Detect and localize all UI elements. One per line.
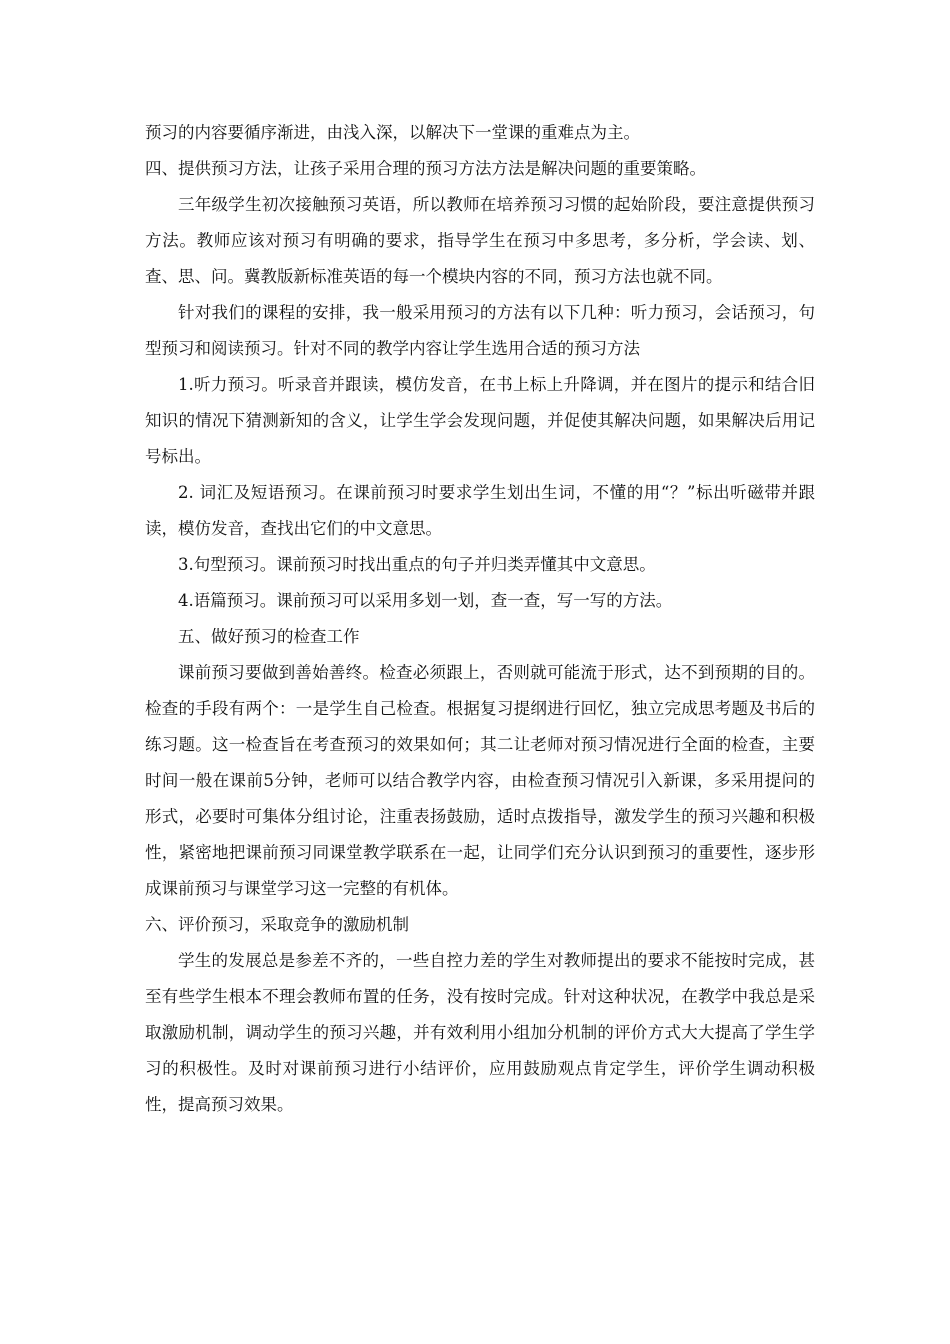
paragraph-3: 针对我们的课程的安排，我一般采用预习的方法有以下几种：听力预习，会话预习，句型预习和阅读预习。针对不同的教学内容让学生选用合适的预习方法: [145, 303, 815, 358]
heading-section-five: 五、做好预习的检查工作: [178, 627, 360, 646]
paragraph-listening: 1.听力预习。听录音并跟读，模仿发音，在书上标上升降调，并在图片的提示和结合旧知识的情况下猜测新知的含义，让学生学会发现问题，并促使其解决问题，如果解决后用记号标出。: [145, 375, 815, 466]
paragraph-2: 三年级学生初次接触预习英语，所以教师在培养预习习惯的起始阶段，要注意提供预习方法。教师应该对预习有明确的要求，指导学生在预习中多思考，多分析，学会读、划、查、思、问。冀教版新标准英语的每一个模块内容的不同，预习方法也就不同。: [145, 195, 815, 286]
heading-section-four: 四、提供预习方法，让孩子采用合理的预习方法方法是解决问题的重要策略。: [145, 159, 706, 178]
paragraph-check: 课前预习要做到善始善终。检查必须跟上，否则就可能流于形式，达不到预期的目的。检查的手段有两个：一是学生自己检查。根据复习提纲进行回忆，独立完成思考题及书后的练习题。这一检查旨在考查预习的效果如何；其二让老师对预习情况进行全面的检查，主要时间一般在课前5分钟，老师可以结合教学内容，由检查预习情况引入新课，多采用提问的形式，必要时可集体分组讨论，注重表扬鼓励，适时点拨指导，激发学生的预习兴趣和积极性，紧密地把课前预习同课堂教学联系在一起，让同学们充分认识到预习的重要性，逐步形成课前预习与课堂学习这一完整的有机体。: [145, 663, 815, 898]
paragraph-sentence: 3.句型预习。课前预习时找出重点的句子并归类弄懂其中文意思。: [178, 555, 656, 574]
heading-section-six: 六、评价预习，采取竞争的激励机制: [145, 915, 409, 934]
document-body: [145, 115, 815, 1123]
paragraph-evaluation: 学生的发展总是参差不齐的，一些自控力差的学生对教师提出的要求不能按时完成，甚至有些学生根本不理会教师布置的任务，没有按时完成。针对这种状况，在教学中我总是采取激励机制，调动学生的预习兴趣，并有效利用小组加分机制的评价方式大大提高了学生学习的积极性。及时对课前预习进行小结评价，应用鼓励观点肯定学生，评价学生调动积极性，提高预习效果。: [145, 951, 815, 1114]
paragraph-vocabulary: 2. 词汇及短语预习。在课前预习时要求学生划出生词，不懂的用“？”标出听磁带并跟读，模仿发音，查找出它们的中文意思。: [145, 483, 815, 538]
paragraph-text: 4.语篇预习。课前预习可以采用多划一划，查一查，写一写的方法。: [178, 591, 673, 610]
paragraph-0: 预习的内容要循序渐进，由浅入深，以解决下一堂课的重难点为主。: [145, 123, 640, 142]
